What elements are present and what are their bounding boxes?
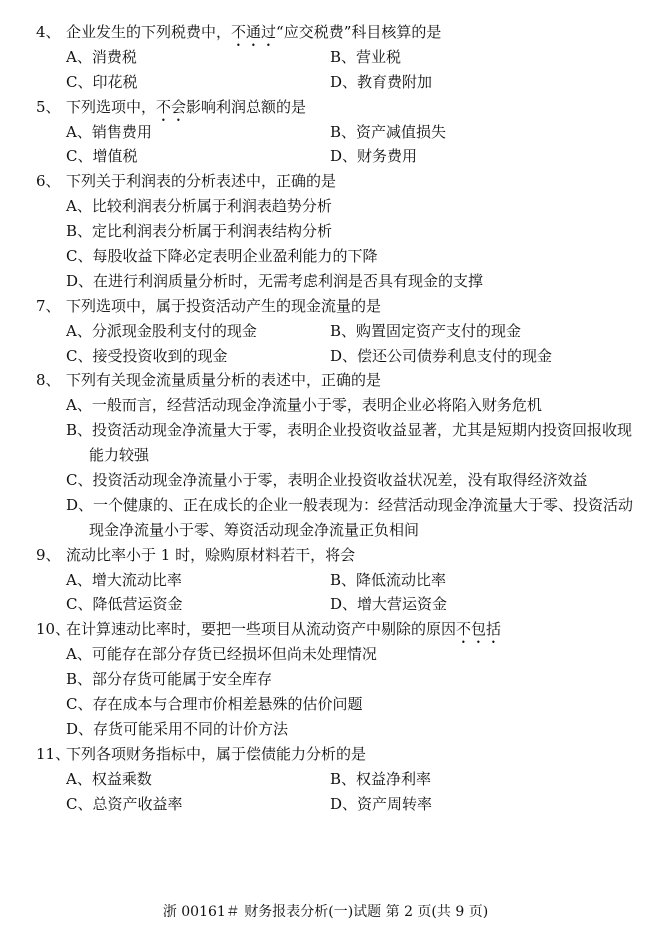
option-text: 存在成本与合理市价相差悬殊的估价问题 — [92, 695, 363, 714]
question-number: 6、 — [36, 172, 61, 191]
option-text: 投资活动现金净流量大于零，表明企业投资收益显著，尤其是短期内投资回报收现 — [92, 421, 633, 440]
option-label: D、 — [66, 271, 94, 290]
option-label: B、 — [66, 670, 93, 689]
question-number: 9、 — [36, 545, 61, 564]
option-text: 接受投资收到的现金 — [92, 346, 228, 365]
option-text: 增大流动比率 — [91, 570, 182, 589]
option-item — [330, 144, 417, 169]
option-item — [66, 70, 138, 95]
question-number: 4、 — [36, 23, 61, 41]
option-item — [66, 393, 542, 418]
option-item — [89, 443, 149, 468]
option-row — [0, 194, 651, 219]
option-item — [66, 717, 288, 742]
option-row — [0, 642, 651, 667]
option-continuation-row — [0, 443, 651, 468]
option-item — [330, 70, 432, 95]
option-row — [0, 319, 651, 344]
option-item — [66, 120, 152, 145]
option-row — [0, 792, 651, 817]
option-label: D、 — [330, 595, 358, 614]
option-item — [66, 194, 332, 219]
option-text: 一个健康的、正在成长的企业一般表现为：经营活动现金净流量大于零、投资活动 — [93, 495, 634, 514]
option-label: D、 — [330, 346, 358, 365]
option-item — [66, 493, 633, 518]
option-row — [0, 767, 651, 792]
option-row — [0, 592, 651, 617]
option-item — [66, 244, 378, 269]
option-row — [0, 120, 651, 145]
option-label: C、 — [66, 247, 93, 266]
option-row — [0, 219, 651, 244]
option-item — [66, 568, 182, 593]
option-text: 存货可能采用不同的计价方法 — [93, 719, 289, 738]
question-block — [0, 543, 651, 618]
option-row — [0, 244, 651, 269]
option-row — [0, 45, 651, 70]
question-stem — [0, 294, 651, 319]
option-item — [66, 468, 588, 493]
option-label: A、 — [66, 396, 92, 415]
option-label: B、 — [330, 769, 357, 788]
question-text-part: 影响利润总额的是 — [186, 97, 307, 116]
option-item — [66, 642, 377, 667]
option-text: 定比利润表分析属于利润表结构分析 — [92, 222, 333, 241]
option-label: C、 — [66, 346, 93, 365]
option-row — [0, 393, 651, 418]
option-text: 财务费用 — [357, 147, 418, 166]
option-item — [330, 592, 447, 617]
option-item — [66, 767, 152, 792]
question-text-part: 在计算速动比率时，要把一些项目从流动资产中剔除的原因 — [66, 620, 457, 639]
question-text-part: 下列选项中，属于投资活动产生的现金流量的是 — [66, 296, 382, 315]
option-label: B、 — [66, 421, 93, 440]
question-stem — [0, 543, 651, 568]
question-block — [0, 742, 651, 817]
question-list — [0, 20, 651, 817]
question-block — [0, 617, 651, 741]
option-item — [66, 269, 483, 294]
question-emphasis: 不包括 — [456, 620, 502, 639]
option-label: B、 — [330, 122, 357, 141]
option-label: A、 — [66, 570, 92, 589]
option-text: 分派现金股利支付的现金 — [91, 321, 257, 340]
option-label: A、 — [66, 47, 92, 66]
question-stem — [0, 20, 651, 45]
option-text: 增值税 — [92, 147, 138, 166]
option-text: 降低营运资金 — [92, 595, 183, 614]
option-label: B、 — [66, 222, 93, 241]
question-text-part: 下列有关现金流量质量分析的表述中，正确的是 — [66, 371, 382, 390]
option-item — [66, 45, 137, 70]
option-label: A、 — [66, 197, 92, 216]
option-text: 增大营运资金 — [357, 595, 448, 614]
option-label: D、 — [66, 495, 94, 514]
question-emphasis: 不会 — [156, 97, 187, 116]
question-stem — [0, 169, 651, 194]
question-text-part: “应交税费”科目核算的是 — [276, 23, 442, 41]
option-label: C、 — [66, 794, 93, 813]
option-text: 销售费用 — [91, 122, 152, 141]
option-text: 现金净流量小于零、筹资活动现金净流量正负相间 — [89, 520, 420, 539]
question-number: 10、 — [36, 620, 71, 639]
question-number: 8、 — [36, 371, 61, 390]
option-row — [0, 568, 651, 593]
option-item — [66, 592, 183, 617]
option-text: 比较利润表分析属于利润表趋势分析 — [91, 197, 332, 216]
option-row — [0, 144, 651, 169]
option-item — [89, 518, 419, 543]
question-stem — [0, 742, 651, 767]
option-label: C、 — [66, 72, 93, 91]
option-item — [330, 792, 432, 817]
question-stem — [0, 368, 651, 393]
option-row — [0, 269, 651, 294]
page-footer: 浙 00161＃ 财务报表分析(一)试题 第 2 页(共 9 页) — [162, 904, 489, 920]
option-item — [330, 344, 552, 369]
option-item — [66, 692, 363, 717]
question-text-part: 流动比率小于 1 时，赊购原材料若干，将会 — [66, 545, 356, 564]
option-row — [0, 692, 651, 717]
question-number: 11、 — [36, 744, 71, 763]
option-text: 资产减值损失 — [356, 122, 447, 141]
option-item — [66, 792, 183, 817]
option-text: 能力较强 — [89, 446, 150, 465]
option-text: 每股收益下降必定表明企业盈利能力的下降 — [92, 247, 378, 266]
option-text: 偿还公司债券利息支付的现金 — [357, 346, 553, 365]
option-item — [66, 144, 138, 169]
option-text: 权益乘数 — [91, 769, 152, 788]
option-item — [66, 667, 272, 692]
question-number: 7、 — [36, 296, 61, 315]
option-row — [0, 418, 651, 443]
option-label: A、 — [66, 769, 92, 788]
option-item — [330, 45, 401, 70]
option-label: C、 — [66, 471, 93, 490]
option-label: D、 — [330, 72, 358, 91]
option-text: 投资活动现金净流量小于零，表明企业投资收益状况差，没有取得经济效益 — [92, 471, 588, 490]
option-text: 消费税 — [91, 47, 137, 66]
option-row — [0, 344, 651, 369]
question-stem — [0, 617, 651, 642]
option-row — [0, 717, 651, 742]
option-text: 总资产收益率 — [92, 794, 183, 813]
option-item — [330, 568, 446, 593]
question-block — [0, 95, 651, 170]
option-text: 一般而言，经营活动现金净流量小于零，表明企业必将陷入财务危机 — [91, 396, 542, 415]
option-label: D、 — [66, 719, 94, 738]
option-label: C、 — [66, 595, 93, 614]
question-text-part: 企业发生的下列税费中， — [66, 23, 232, 41]
option-text: 部分存货可能属于安全库存 — [92, 670, 273, 689]
option-text: 购置固定资产支付的现金 — [356, 321, 522, 340]
option-item — [330, 319, 521, 344]
option-label: A、 — [66, 122, 92, 141]
option-item — [66, 319, 257, 344]
option-text: 权益净利率 — [356, 769, 432, 788]
option-label: A、 — [66, 645, 92, 664]
question-text-part: 下列各项财务指标中，属于偿债能力分析的是 — [66, 744, 367, 763]
option-text: 营业税 — [356, 47, 402, 66]
option-label: C、 — [66, 695, 93, 714]
question-block — [0, 368, 651, 542]
option-row — [0, 468, 651, 493]
option-text: 教育费附加 — [357, 72, 433, 91]
option-item — [330, 120, 446, 145]
option-text: 印花税 — [92, 72, 138, 91]
question-number: 5、 — [36, 97, 61, 116]
option-item — [66, 418, 632, 443]
option-item — [66, 219, 332, 244]
option-item — [330, 767, 431, 792]
option-label: A、 — [66, 321, 92, 340]
option-row — [0, 493, 651, 518]
option-label: C、 — [66, 147, 93, 166]
question-stem — [0, 95, 651, 120]
option-row — [0, 70, 651, 95]
option-label: B、 — [330, 321, 357, 340]
option-row — [0, 667, 651, 692]
question-block — [0, 20, 651, 95]
option-label: D、 — [330, 794, 358, 813]
question-block — [0, 169, 651, 293]
option-item — [66, 344, 228, 369]
option-text: 在进行利润质量分析时，无需考虑利润是否具有现金的支撑 — [93, 271, 484, 290]
option-label: B、 — [330, 570, 357, 589]
option-label: B、 — [330, 47, 357, 66]
question-text-part: 下列关于利润表的分析表述中，正确的是 — [66, 172, 337, 191]
option-text: 可能存在部分存货已经损坏但尚未处理情况 — [91, 645, 377, 664]
question-emphasis: 不通过 — [231, 23, 277, 41]
option-text: 降低流动比率 — [356, 570, 447, 589]
question-block — [0, 294, 651, 369]
option-label: D、 — [330, 147, 358, 166]
option-continuation-row — [0, 518, 651, 543]
question-text-part: 下列选项中， — [66, 97, 157, 116]
option-text: 资产周转率 — [357, 794, 433, 813]
